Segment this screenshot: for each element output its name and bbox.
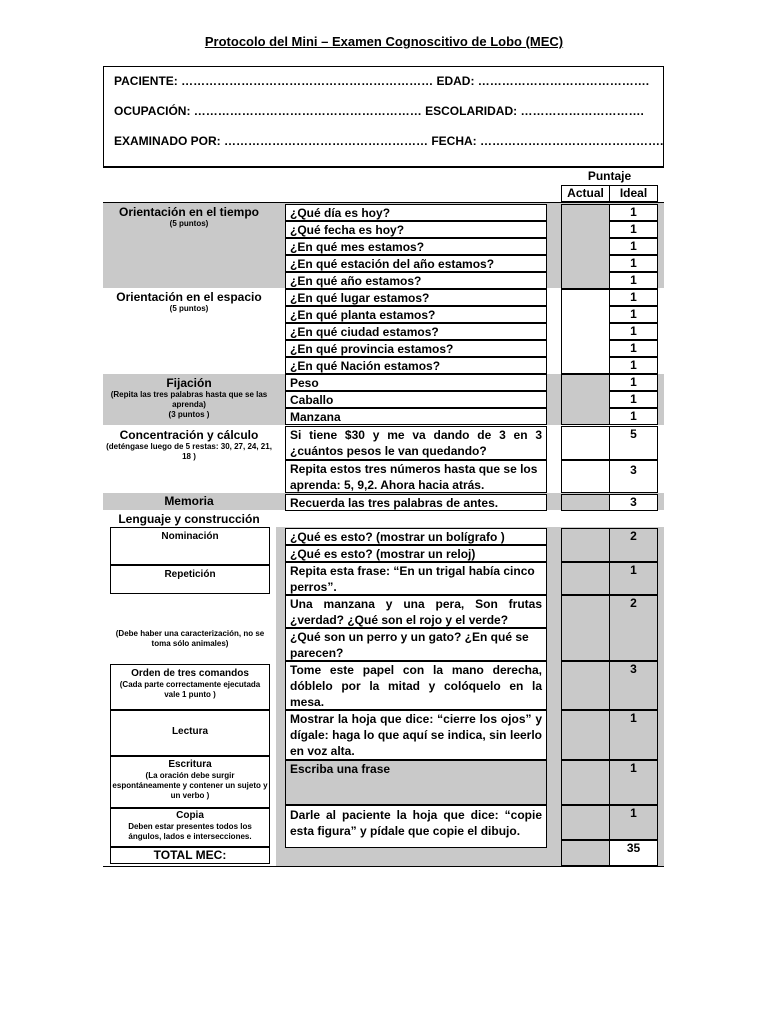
ideal-score: 1	[609, 238, 658, 255]
label-orden	[110, 664, 270, 710]
section-title: Orientación en el tiempo	[118, 205, 260, 219]
question-row: ¿En qué Nación estamos?	[285, 357, 547, 374]
ideal-score: 1	[609, 255, 658, 272]
question-row: ¿Qué son un perro y un gato? ¿En qué se parecen?	[285, 628, 547, 661]
section-lenguaje	[103, 512, 275, 526]
total-actual-cell[interactable]	[561, 840, 610, 866]
ideal-score: 3	[609, 661, 658, 710]
ideal-score: 1	[609, 323, 658, 340]
question-row: ¿En qué estación del año estamos?	[285, 255, 547, 272]
question-row: Si tiene $30 y me va dando de 3 en 3 ¿cuántos pesos le van quedando?	[285, 426, 547, 460]
question-row: ¿Qué día es hoy?	[285, 204, 547, 221]
divider	[103, 167, 664, 168]
question-row: Recuerda las tres palabras de antes.	[285, 494, 547, 511]
actual-score-cell[interactable]	[561, 494, 610, 511]
section-title: Concentración y cálculo	[119, 428, 259, 442]
label-text: Nominación	[161, 531, 219, 542]
question-row: ¿En qué planta estamos?	[285, 306, 547, 323]
section-subtitle: (deténgase luego de 5 restas: 30, 27, 24, 21, 18 )	[106, 442, 272, 461]
section-concentracion	[106, 428, 272, 462]
examinado-fecha-line[interactable]: EXAMINADO POR: …………………………………………… FECHA: ……………………………………….	[114, 134, 664, 148]
ideal-score: 3	[609, 494, 658, 511]
question-row: ¿Qué es esto? (mostrar un reloj)	[285, 545, 547, 562]
actual-score-cell[interactable]	[561, 426, 610, 460]
label-subtext: (La oración debe surgir espontáneamente y contener un sujeto y un verbo )	[112, 771, 268, 800]
ideal-score: 1	[609, 391, 658, 408]
question-row: ¿En qué lugar estamos?	[285, 289, 547, 306]
section-espacio	[103, 290, 275, 314]
question-row: ¿En qué año estamos?	[285, 272, 547, 289]
label-text: Lectura	[171, 726, 209, 737]
label-text: Orden de tres comandos	[131, 668, 249, 679]
actual-score-cell[interactable]	[561, 562, 610, 595]
ocupacion-escolaridad-line[interactable]: OCUPACIÓN: ………………………………………………… ESCOLARIDAD: ………………………….	[114, 104, 644, 118]
section-subtitle: (3 puntos )	[168, 410, 210, 419]
label-text: TOTAL MEC:	[153, 848, 227, 862]
question-row: ¿Qué fecha es hoy?	[285, 221, 547, 238]
ideal-score: 1	[609, 221, 658, 238]
label-subtext: (Cada parte correctamente ejecutada vale 1 punto )	[119, 680, 261, 699]
label-text: Copia	[176, 810, 204, 821]
question-row: Peso	[285, 374, 547, 391]
divider	[103, 866, 664, 867]
question-row: Caballo	[285, 391, 547, 408]
question-row: Manzana	[285, 408, 547, 425]
actual-score-cell[interactable]	[561, 661, 610, 710]
ideal-score: 1	[609, 204, 658, 221]
ideal-score: 1	[609, 760, 658, 805]
ideal-score: 1	[609, 306, 658, 323]
question-row: Mostrar la hoja que dice: “cierre los ojos” y dígale: haga lo que aquí se indica, sin leerlo en voz alta.	[285, 710, 547, 760]
question-row: ¿En qué mes estamos?	[285, 238, 547, 255]
question-row: Repita estos tres números hasta que se los aprenda: 5, 9,2. Ahora hacia atrás.	[285, 460, 547, 493]
section-fijacion	[106, 376, 272, 420]
question-row: ¿Qué es esto? (mostrar un bolígrafo )	[285, 528, 547, 545]
ideal-score: 2	[609, 595, 658, 661]
section-tiempo	[103, 205, 275, 229]
question-row: Darle al paciente la hoja que dice: “copie esta figura” y pídale que copie el dibujo.	[285, 805, 547, 848]
label-caracterizacion	[108, 629, 272, 649]
question-row: ¿En qué provincia estamos?	[285, 340, 547, 357]
ideal-score: 5	[609, 426, 658, 460]
actual-score-cell[interactable]	[561, 760, 610, 805]
page-title: Protocolo del Mini – Examen Cognoscitivo de Lobo (MEC)	[204, 34, 564, 49]
question-row: ¿En qué ciudad estamos?	[285, 323, 547, 340]
question-row: Una manzana y una pera, Son frutas ¿verdad? ¿Qué son el rojo y el verde?	[285, 595, 547, 628]
total-ideal-score: 35	[609, 840, 658, 866]
label-text: (Debe haber una caracterización, no se toma sólo animales)	[115, 629, 265, 648]
label-repeticion	[110, 565, 270, 594]
question-row: Escriba una frase	[285, 760, 547, 805]
ideal-header: Ideal	[609, 185, 658, 202]
puntaje-header: Puntaje	[587, 169, 632, 183]
actual-score-cell[interactable]	[561, 374, 610, 425]
label-copia	[110, 808, 270, 847]
section-subtitle: (5 puntos)	[169, 219, 209, 228]
ideal-score: 1	[609, 272, 658, 289]
question-row: Tome este papel con la mano derecha, dóblelo por la mitad y colóquelo en la mesa.	[285, 661, 547, 710]
actual-score-cell[interactable]	[561, 204, 610, 289]
section-title: Memoria	[164, 494, 214, 508]
ideal-score: 1	[609, 357, 658, 374]
ideal-score: 2	[609, 528, 658, 562]
actual-score-cell[interactable]	[561, 289, 610, 374]
actual-score-cell[interactable]	[561, 710, 610, 760]
ideal-score: 3	[609, 460, 658, 493]
label-subtext: Deben estar presentes todos los ángulos, lados e intersecciones.	[128, 822, 252, 841]
label-text: Escritura	[168, 759, 212, 770]
paciente-edad-line[interactable]: PACIENTE: ……………………………………………………… EDAD: …………………………………….	[114, 74, 650, 88]
section-title: Fijación	[166, 376, 212, 390]
actual-header: Actual	[561, 185, 610, 202]
ideal-score: 1	[609, 408, 658, 425]
question-row: Repita esta frase: “En un trigal había cinco perros”.	[285, 562, 547, 595]
label-lectura	[110, 710, 270, 756]
label-total	[110, 847, 270, 864]
ideal-score: 1	[609, 374, 658, 391]
section-subtitle: (Repita las tres palabras hasta que se las aprenda)	[110, 390, 268, 409]
actual-score-cell[interactable]	[561, 595, 610, 661]
section-memoria	[103, 494, 275, 508]
actual-score-cell[interactable]	[561, 460, 610, 493]
ideal-score: 1	[609, 805, 658, 840]
actual-score-cell[interactable]	[561, 528, 610, 562]
label-escritura	[110, 756, 270, 808]
section-subtitle: (5 puntos)	[169, 304, 209, 313]
section-title: Lenguaje y construcción	[118, 512, 260, 526]
ideal-score: 1	[609, 562, 658, 595]
ideal-score: 1	[609, 710, 658, 760]
label-text: Repetición	[164, 569, 216, 580]
ideal-score: 1	[609, 289, 658, 306]
section-title: Orientación en el espacio	[116, 290, 262, 304]
patient-info-box	[103, 66, 664, 167]
actual-score-cell[interactable]	[561, 805, 610, 840]
ideal-score: 1	[609, 340, 658, 357]
label-nominacion	[110, 527, 270, 565]
